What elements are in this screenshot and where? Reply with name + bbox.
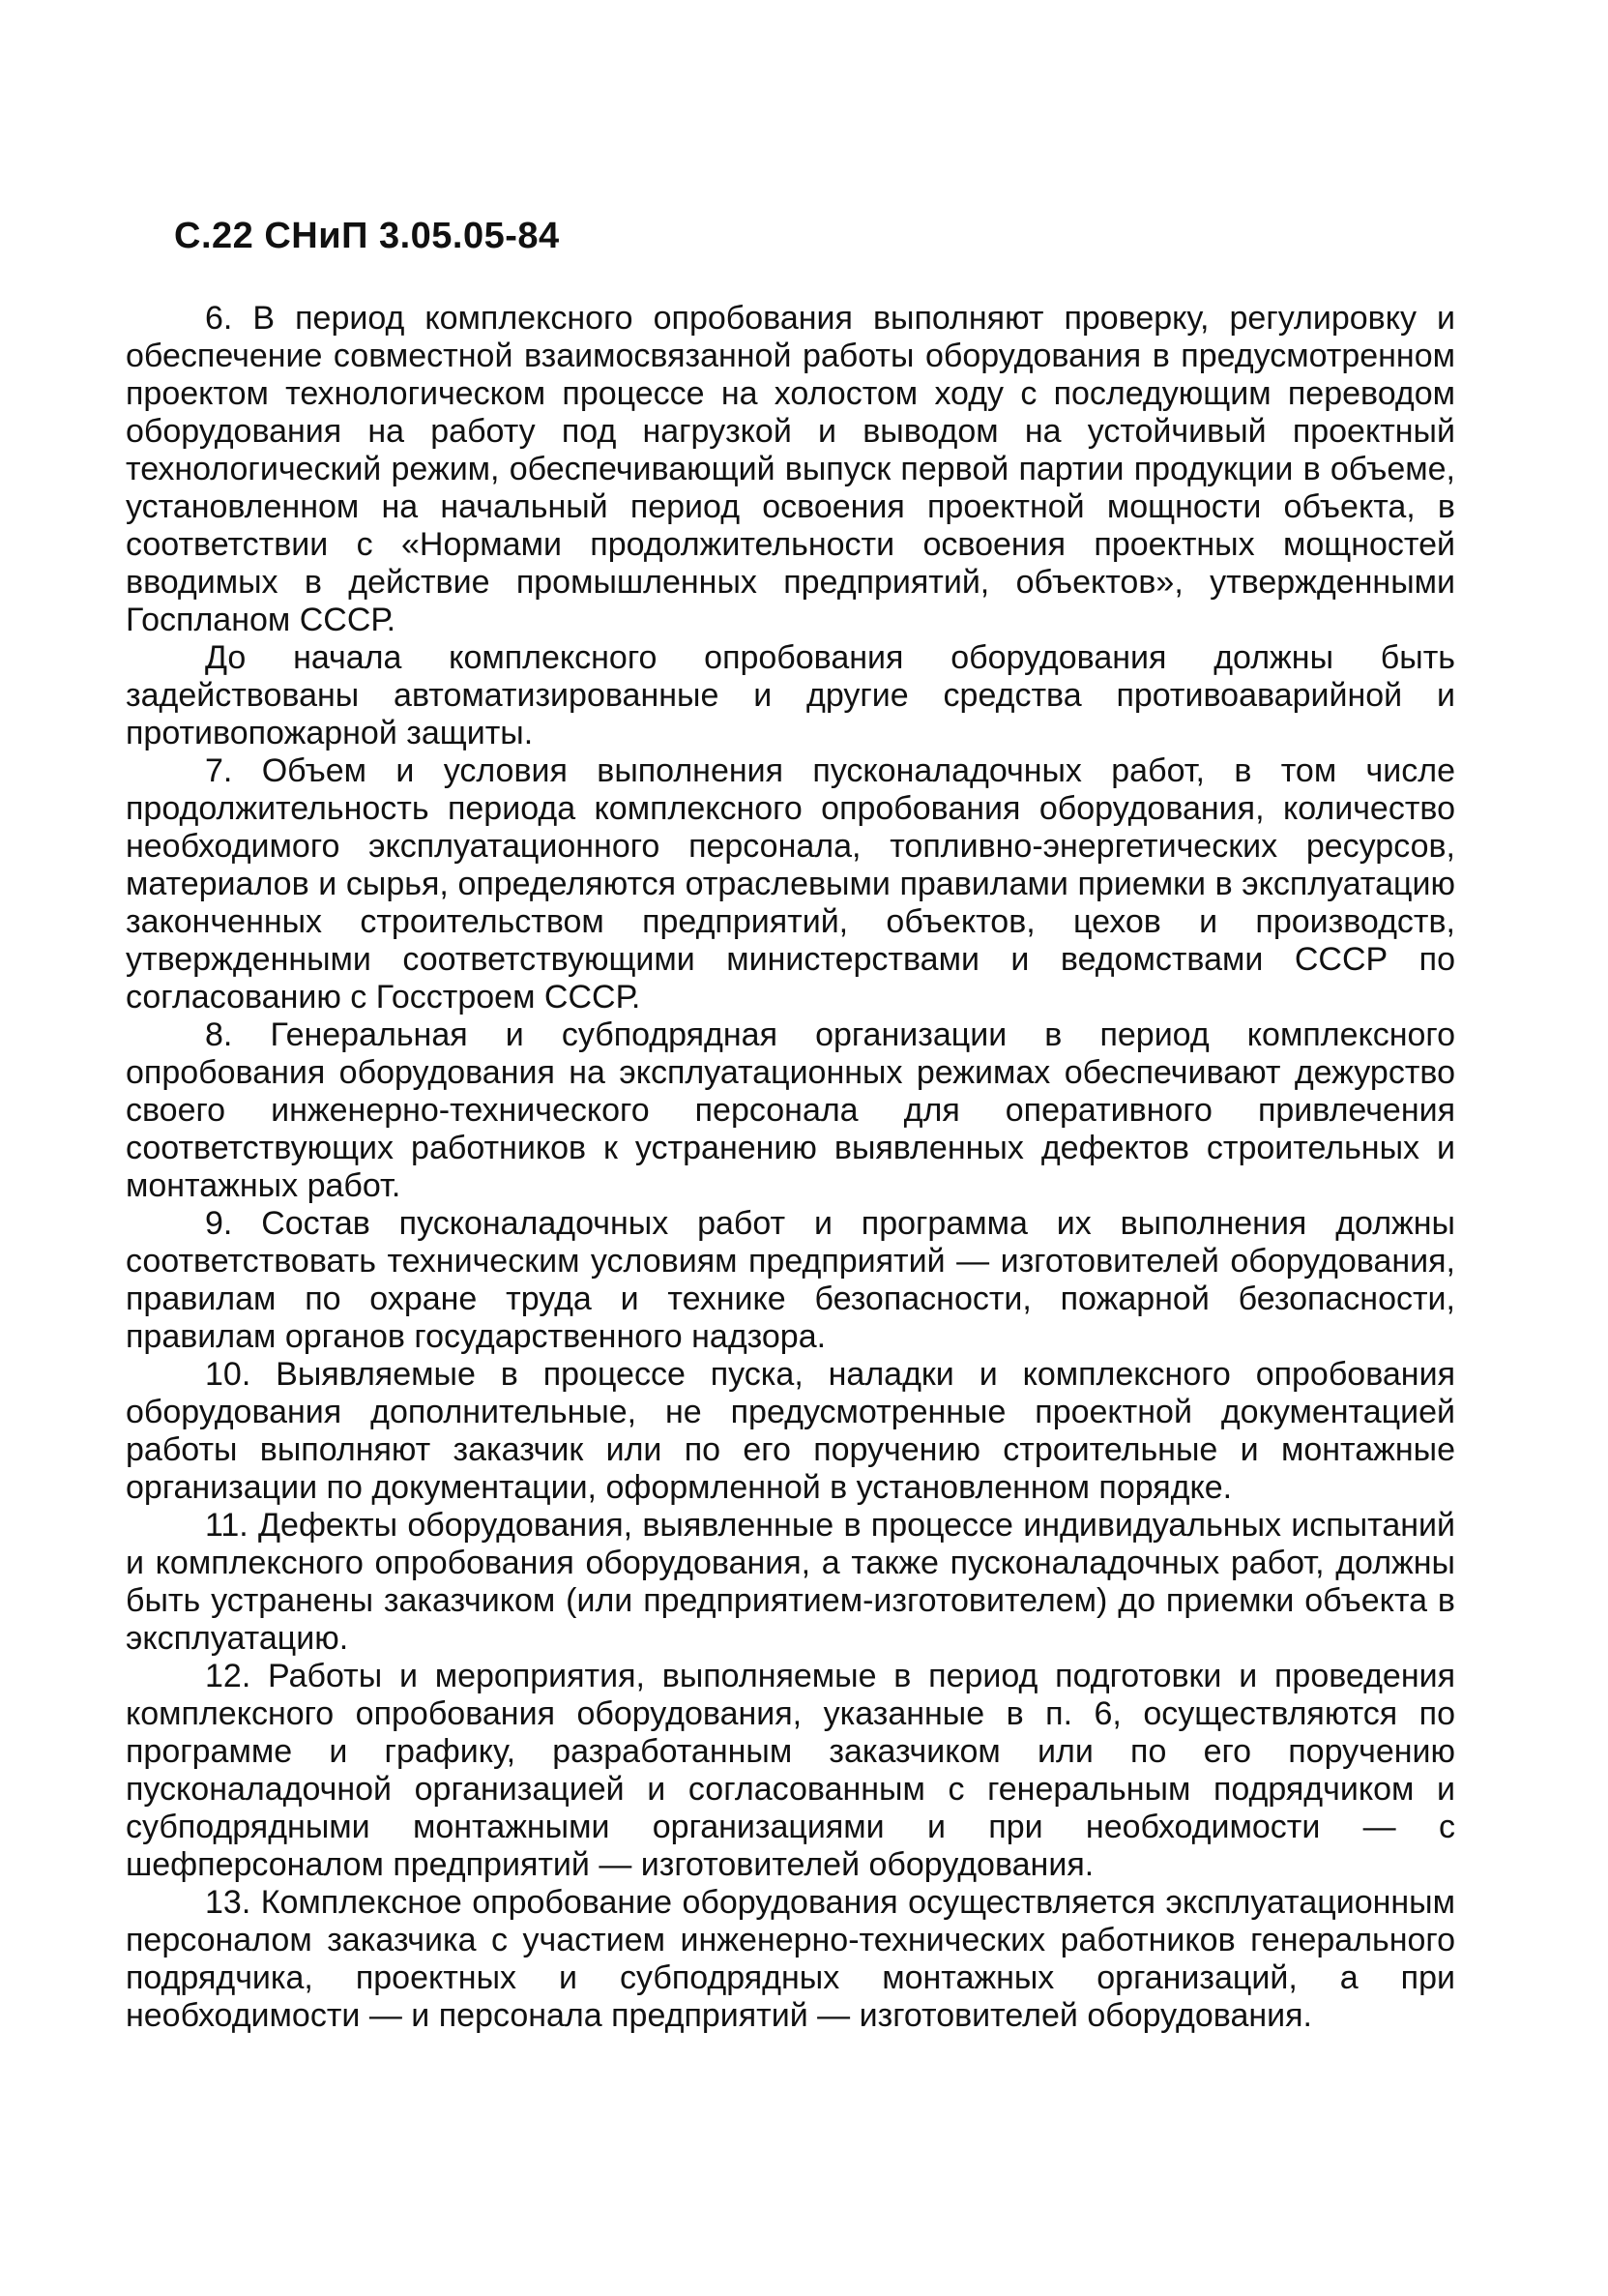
paragraph-12: 12. Работы и мероприятия, выполняемые в период подготовки и проведения комплексного опробования оборудования, указанные в п. 6, осуществляются по программе и графику, разработанным заказчиком или по его поручению пусконаладочной организацией и согласованным с генеральным подрядчиком и субподрядными монтажными организациями и при необходимости — с шефперсоналом предприятий — изготовителей оборудования. bbox=[126, 1658, 1455, 1883]
paragraph-6-note: До начала комплексного опробования оборудования должны быть задействованы автоматизированные и другие средства противоаварийной и противопожарной защиты. bbox=[126, 639, 1455, 751]
paragraph-13: 13. Комплексное опробование оборудования осуществляется эксплуатационным персоналом заказчика с участием инженерно-технических работников генерального подрядчика, проектных и субподрядных монтажных организаций, а при необходимости — и персонала предприятий — изготовителей оборудования. bbox=[126, 1884, 1455, 2034]
paragraph-8: 8. Генеральная и субподрядная организации в период комплексного опробования оборудования на эксплуатационных режимах обеспечивают дежурство своего инженерно-технического персонала для оперативного привлечения соответствующих работников к устранению выявленных дефектов строительных и монтажных работ. bbox=[126, 1016, 1455, 1204]
page-header: С.22 СНиП 3.05.05-84 bbox=[174, 216, 560, 256]
paragraph-7: 7. Объем и условия выполнения пусконаладочных работ, в том числе продолжительность периода комплексного опробования оборудования, количество необходимого эксплуатационного персонала, топливно-энергетических ресурсов, материалов и сырья, определяются отраслевыми правилами приемки в эксплуатацию законченных строительством предприятий, объектов, цехов и производств, утвержденными соответствующими министерствами и ведомствами СССР по согласованию с Госстроем СССР. bbox=[126, 752, 1455, 1016]
paragraph-6: 6. В период комплексного опробования выполняют проверку, регулировку и обеспечение совместной взаимосвязанной работы оборудования в предусмотренном проектом технологическом процессе на холостом ходу с последующим переводом оборудования на работу под нагрузкой и выводом на устойчивый проектный технологический режим, обеспечивающий выпуск первой партии продукции в объеме, установленном на начальный период освоения проектной мощности объекта, в соответствии с «Нормами продолжительности освоения проектных мощностей вводимых в действие промышленных предприятий, объектов», утвержденными Госпланом СССР. bbox=[126, 300, 1455, 638]
paragraph-11: 11. Дефекты оборудования, выявленные в процессе индивидуальных испытаний и комплексного опробования оборудования, а также пусконаладочных работ, должны быть устранены заказчиком (или предприятием-изготовителем) до приемки объекта в эксплуатацию. bbox=[126, 1507, 1455, 1657]
document-body bbox=[126, 300, 1455, 2035]
paragraph-9: 9. Состав пусконаладочных работ и программа их выполнения должны соответствовать техническим условиям предприятий — изготовителей оборудования, правилам по охране труда и технике безопасности, пожарной безопасности, правилам органов государственного надзора. bbox=[126, 1205, 1455, 1355]
paragraph-10: 10. Выявляемые в процессе пуска, наладки и комплексного опробования оборудования дополнительные, не предусмотренные проектной документацией работы выполняют заказчик или по его поручению строительные и монтажные организации по документации, оформленной в установленном порядке. bbox=[126, 1356, 1455, 1506]
